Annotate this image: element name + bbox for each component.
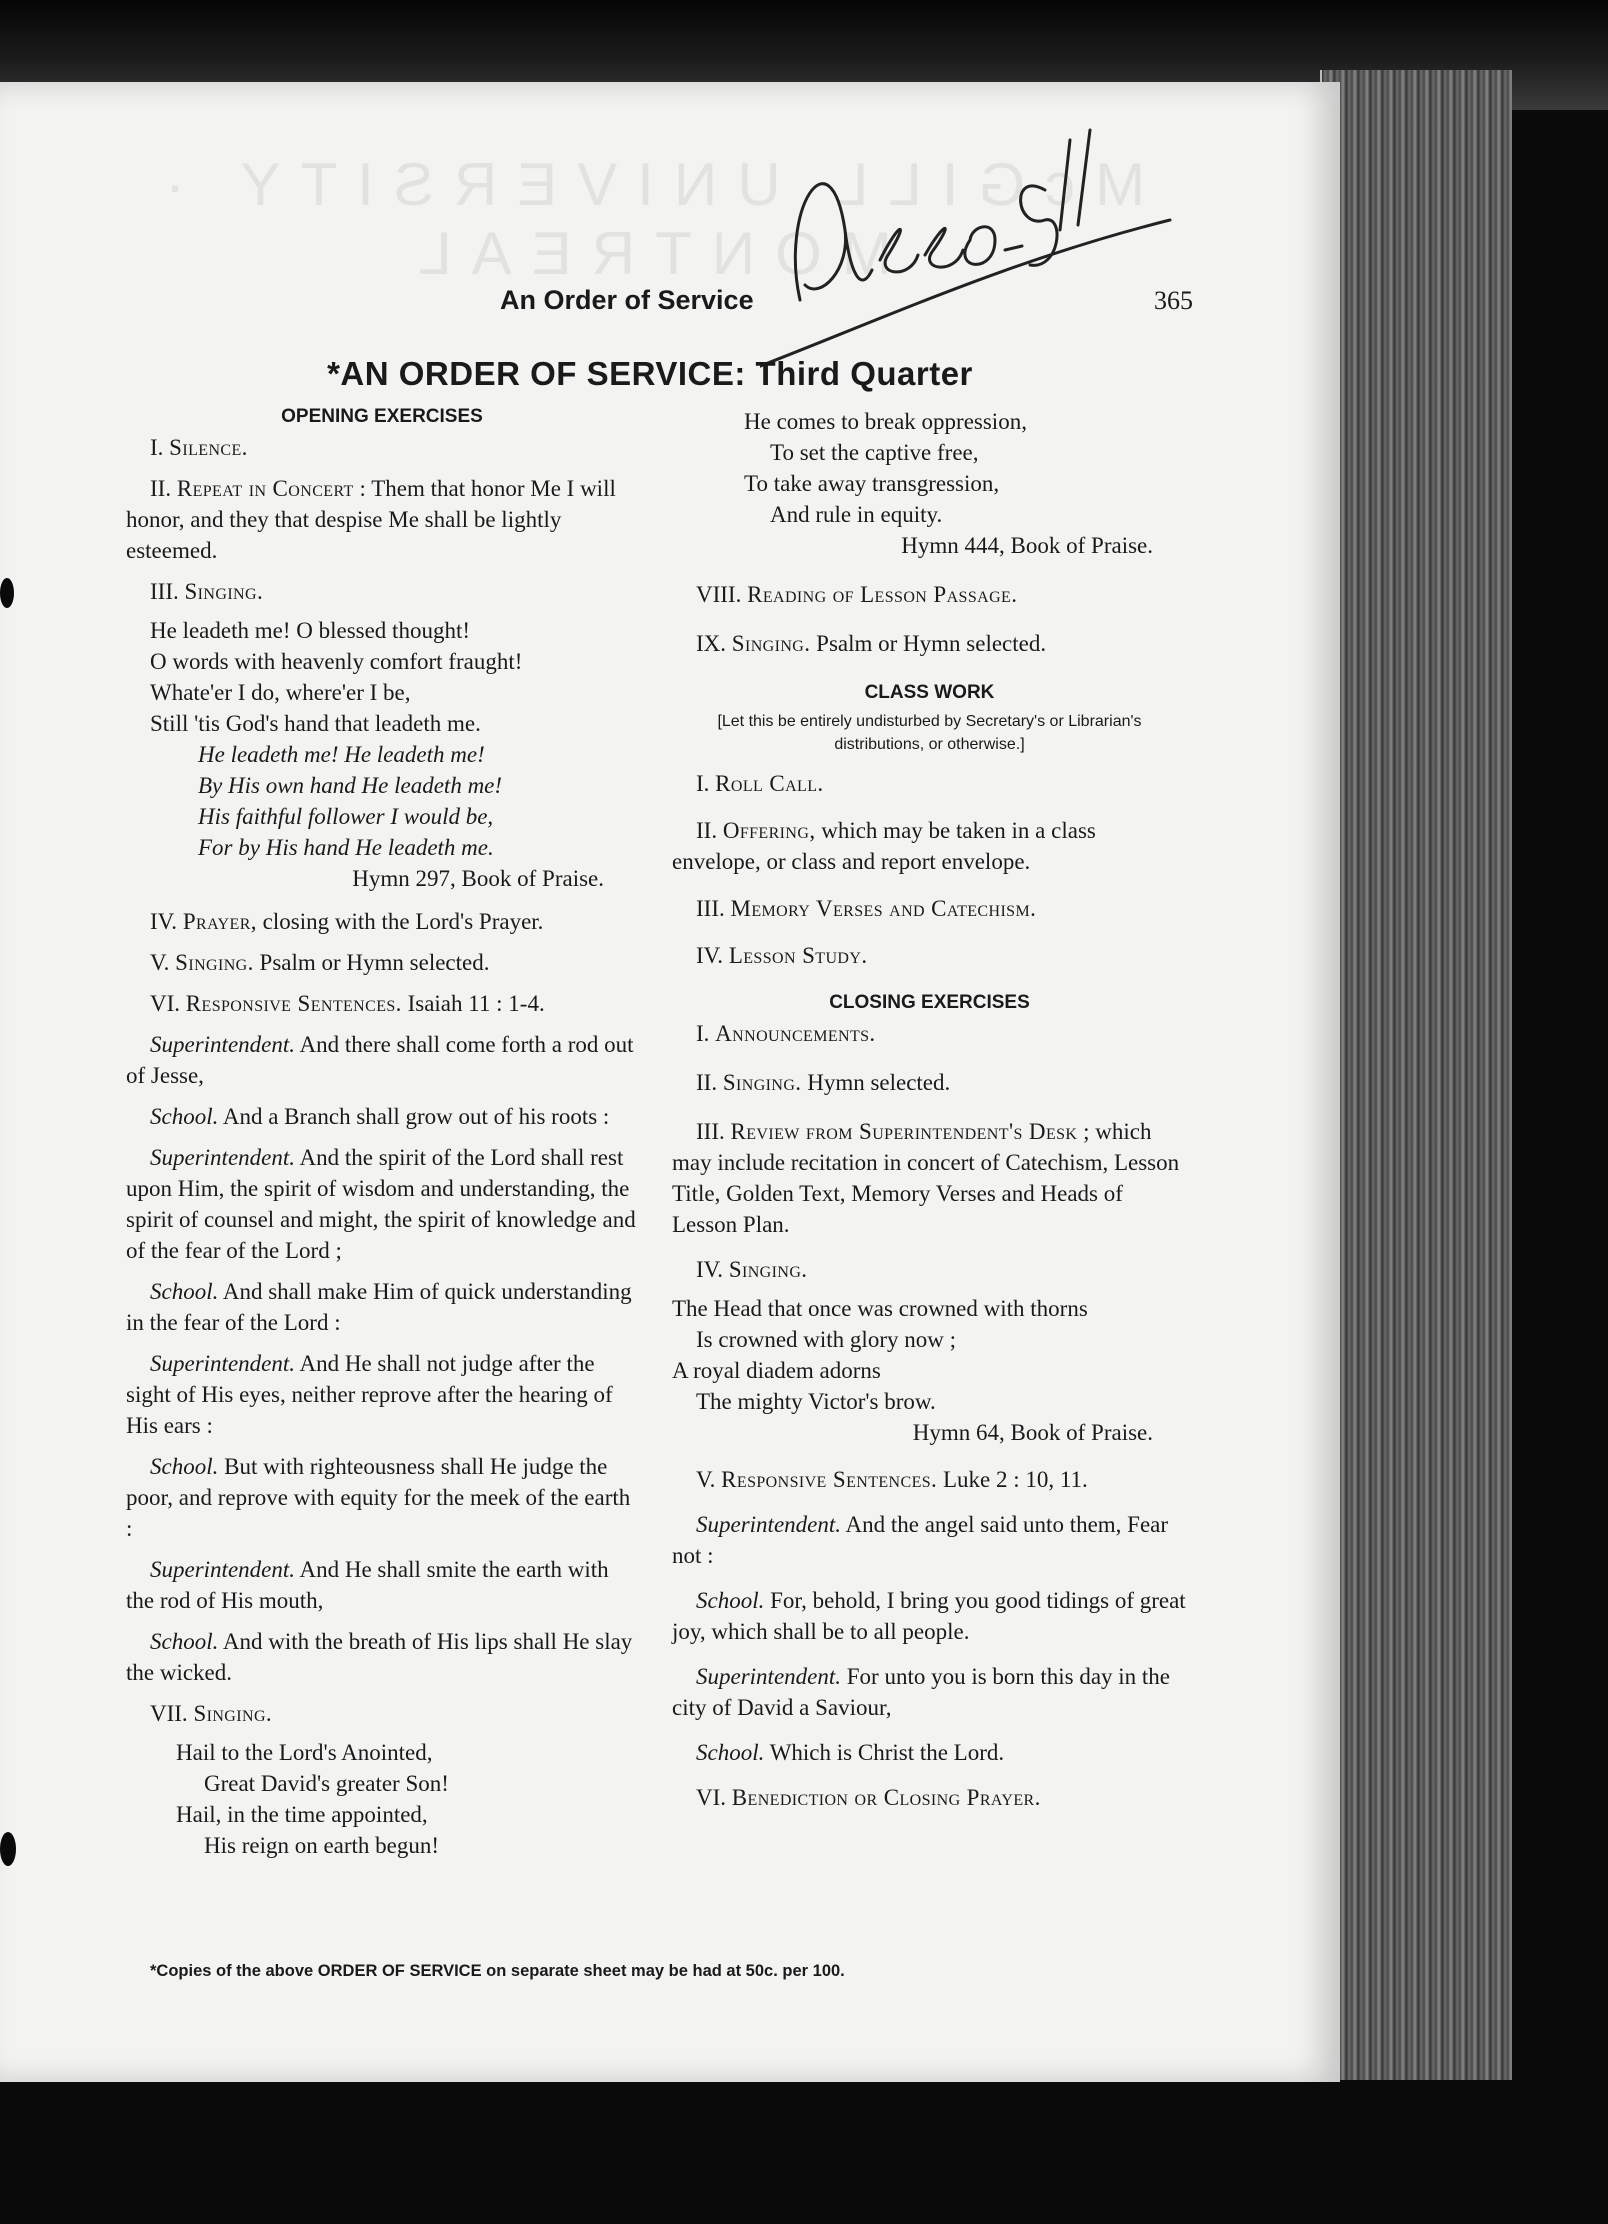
- item-label: Roll Call.: [715, 771, 824, 796]
- item-label: Offering,: [722, 818, 816, 843]
- item-number: VII.: [150, 1701, 188, 1726]
- response-text: Which is Christ the Lord.: [769, 1740, 1005, 1765]
- item-label: Benediction or Closing Prayer.: [731, 1785, 1041, 1810]
- hymn-reference: Hymn 297, Book of Praise.: [352, 866, 604, 891]
- response-role: Superintendent.: [150, 1557, 295, 1582]
- response-text: And the angel said unto them, Fear not :: [672, 1512, 1169, 1568]
- response-role: Superintendent.: [696, 1664, 841, 1689]
- item-singing-3: [126, 1698, 638, 1729]
- hymn-line: Whate'er I do, where'er I be,: [150, 680, 411, 705]
- item-prayer: [126, 906, 638, 937]
- response-text: For, behold, I bring you good tidings of great joy, which shall be to all people.: [672, 1588, 1186, 1644]
- item-responsive-sentences: [126, 988, 638, 1019]
- hymn-line: Great David's greater Son!: [204, 1771, 449, 1796]
- item-singing-5: [672, 1067, 1187, 1098]
- response-text: And the spirit of the Lord shall rest upon Him, the spirit of wisdom and understanding, the spirit of counsel and might, the spirit of knowledge and of the fear of the Lord ;: [126, 1145, 636, 1263]
- item-number: III.: [696, 896, 725, 921]
- hymn-line: Still 'tis God's hand that leadeth me.: [150, 711, 481, 736]
- hymn-line: His reign on earth begun!: [204, 1833, 440, 1858]
- hymn-line: A royal diadem adorns: [672, 1358, 881, 1383]
- show-through-text: McGILL UNIVERSITY · MONTREAL: [144, 151, 1146, 287]
- response: [126, 1142, 638, 1266]
- footnote: *Copies of the above ORDER OF SERVICE on separate sheet may be had at 50c. per 100.: [150, 1962, 845, 1980]
- item-repeat-in-concert: [126, 473, 638, 566]
- item-number: II.: [696, 1070, 718, 1095]
- main-title: *AN ORDER OF SERVICE: Third Quarter: [327, 355, 973, 392]
- item-singing-2: [126, 947, 638, 978]
- item-text: ; which may include recitation in concert of Catechism, Lesson Title, Golden Text, Memory Verses and Heads of Lesson Plan.: [672, 1119, 1180, 1237]
- response-text: For unto you is born this day in the city of David a Saviour,: [672, 1664, 1171, 1720]
- item-announcements: [672, 1018, 1187, 1049]
- response-role: School.: [150, 1454, 219, 1479]
- hymn-line: To take away transgression,: [744, 471, 1000, 496]
- refrain-line: His faithful follower I would be,: [198, 804, 494, 829]
- refrain-line: He leadeth me! He leadeth me!: [198, 742, 485, 767]
- hymn-line: The mighty Victor's brow.: [696, 1389, 936, 1414]
- response-role: School.: [696, 1740, 765, 1765]
- response-text: And a Branch shall grow out of his roots :: [222, 1104, 610, 1129]
- item-text: Isaiah 11 : 1-4.: [407, 991, 545, 1016]
- item-label: Singing.: [722, 1070, 802, 1095]
- item-text: Psalm or Hymn selected.: [259, 950, 490, 975]
- item-label: Singing.: [731, 631, 811, 656]
- response: [126, 1348, 638, 1441]
- item-text: which may be taken in a class envelope, or class and report envelope.: [672, 818, 1096, 874]
- hymn-line: Hail, in the time appointed,: [176, 1802, 428, 1827]
- hymn-line: He comes to break oppression,: [744, 409, 1027, 434]
- hymn-line: Is crowned with glory now ;: [696, 1327, 956, 1352]
- response-role: School.: [696, 1588, 765, 1613]
- item-number: III.: [150, 579, 179, 604]
- binding-hole-mark: [0, 578, 14, 608]
- page-number: 365: [1154, 286, 1193, 315]
- item-number: VI.: [150, 991, 181, 1016]
- response-text: But with righteousness shall He judge the poor, and reprove with equity for the meek of the earth :: [126, 1454, 631, 1541]
- right-column: [672, 406, 1187, 1823]
- class-work-note: [Let this be entirely undisturbed by Secretary's or Librarian's distributions, or otherwise.]: [717, 713, 1142, 753]
- item-label: Responsive Sentences.: [185, 991, 402, 1016]
- hymn-reference: Hymn 64, Book of Praise.: [912, 1420, 1153, 1445]
- item-number: IV.: [696, 943, 724, 968]
- item-label: Singing.: [728, 1257, 808, 1282]
- response: [672, 1737, 1187, 1768]
- item-reading: [672, 579, 1187, 610]
- item-roll-call: [672, 768, 1187, 799]
- item-label: Prayer,: [182, 909, 257, 934]
- item-offering: [672, 815, 1187, 877]
- item-number: V.: [696, 1467, 716, 1492]
- refrain-line: By His own hand He leadeth me!: [198, 773, 503, 798]
- response: [672, 1585, 1187, 1647]
- item-number: IV.: [150, 909, 178, 934]
- item-singing-1: [126, 576, 638, 607]
- item-number: VIII.: [696, 582, 742, 607]
- item-number: I.: [696, 1021, 710, 1046]
- response: [126, 1554, 638, 1616]
- item-text: closing with the Lord's Prayer.: [262, 909, 544, 934]
- section-heading-class-work: CLASS WORK: [864, 682, 995, 703]
- item-benediction: [672, 1782, 1187, 1813]
- item-number: IX.: [696, 631, 727, 656]
- item-number: I.: [696, 771, 710, 796]
- response-text: And He shall smite the earth with the rod of His mouth,: [126, 1557, 609, 1613]
- item-label: Singing.: [193, 1701, 273, 1726]
- response: [126, 1626, 638, 1688]
- item-singing-6: [672, 1254, 1187, 1285]
- response-role: Superintendent.: [150, 1351, 295, 1376]
- response-text: And there shall come forth a rod out of Jesse,: [126, 1032, 634, 1088]
- response-role: Superintendent.: [150, 1145, 295, 1170]
- item-label: Announcements.: [715, 1021, 876, 1046]
- response: [672, 1661, 1187, 1723]
- section-heading-closing: CLOSING EXERCISES: [829, 992, 1030, 1013]
- item-number: V.: [150, 950, 170, 975]
- hymn-line: O words with heavenly comfort fraught!: [150, 649, 523, 674]
- item-number: III.: [696, 1119, 725, 1144]
- item-lesson-study: [672, 940, 1187, 971]
- item-text: Psalm or Hymn selected.: [816, 631, 1047, 656]
- item-label: Responsive Sentences.: [721, 1467, 938, 1492]
- item-memory-verses: [672, 893, 1187, 924]
- hymn-line: And rule in equity.: [770, 502, 943, 527]
- item-label: Review from Superintendent's Desk: [730, 1119, 1078, 1144]
- item-silence: [126, 432, 638, 463]
- item-label: Silence.: [169, 435, 248, 460]
- hymn-line: He leadeth me! O blessed thought!: [150, 618, 470, 643]
- item-label: Reading of Lesson Passage.: [747, 582, 1018, 607]
- item-text: : Them that honor Me I will honor, and they that despise Me shall be lightly esteemed.: [126, 476, 616, 563]
- item-number: II.: [150, 476, 172, 501]
- response-role: Superintendent.: [150, 1032, 295, 1057]
- item-label: Lesson Study.: [728, 943, 868, 968]
- response-text: And He shall not judge after the sight of His eyes, neither reprove after the hearing of His ears :: [126, 1351, 613, 1438]
- hymn-line: Hail to the Lord's Anointed,: [176, 1740, 433, 1765]
- response: [672, 1509, 1187, 1571]
- refrain-line: For by His hand He leadeth me.: [198, 835, 494, 860]
- item-text: Hymn selected.: [807, 1070, 951, 1095]
- item-label: Repeat in Concert: [176, 476, 354, 501]
- response-role: School.: [150, 1629, 219, 1654]
- item-number: IV.: [696, 1257, 724, 1282]
- response-text: And shall make Him of quick understanding in the fear of the Lord :: [126, 1279, 632, 1335]
- binding-hole-mark: [0, 1832, 16, 1866]
- hymn-line: To set the captive free,: [770, 440, 979, 465]
- hymn-reference: Hymn 444, Book of Praise.: [901, 533, 1153, 558]
- response: [126, 1276, 638, 1338]
- item-label: Memory Verses and Catechism.: [730, 896, 1037, 921]
- response: [126, 1451, 638, 1544]
- item-label: Singing.: [175, 950, 254, 975]
- item-label: Singing.: [184, 579, 264, 604]
- handwritten-annotation: [760, 70, 1180, 380]
- item-text: Luke 2 : 10, 11.: [942, 1467, 1088, 1492]
- response-role: School.: [150, 1104, 219, 1129]
- section-heading-opening: OPENING EXERCISES: [281, 406, 483, 427]
- book-page-edges: [1320, 70, 1512, 2080]
- item-number: VI.: [696, 1785, 727, 1810]
- item-review: [672, 1116, 1187, 1240]
- response-text: And with the breath of His lips shall He slay the wicked.: [126, 1629, 633, 1685]
- response-role: Superintendent.: [696, 1512, 841, 1537]
- response: [126, 1029, 638, 1091]
- item-singing-4: [672, 628, 1187, 659]
- hymn-line: The Head that once was crowned with thorns: [672, 1296, 1088, 1321]
- item-responsive-sentences-2: [672, 1464, 1187, 1495]
- left-column: [126, 401, 638, 1861]
- item-number: I.: [150, 435, 164, 460]
- running-title: An Order of Service: [500, 285, 754, 315]
- response: [126, 1101, 638, 1132]
- response-role: School.: [150, 1279, 219, 1304]
- item-number: II.: [696, 818, 718, 843]
